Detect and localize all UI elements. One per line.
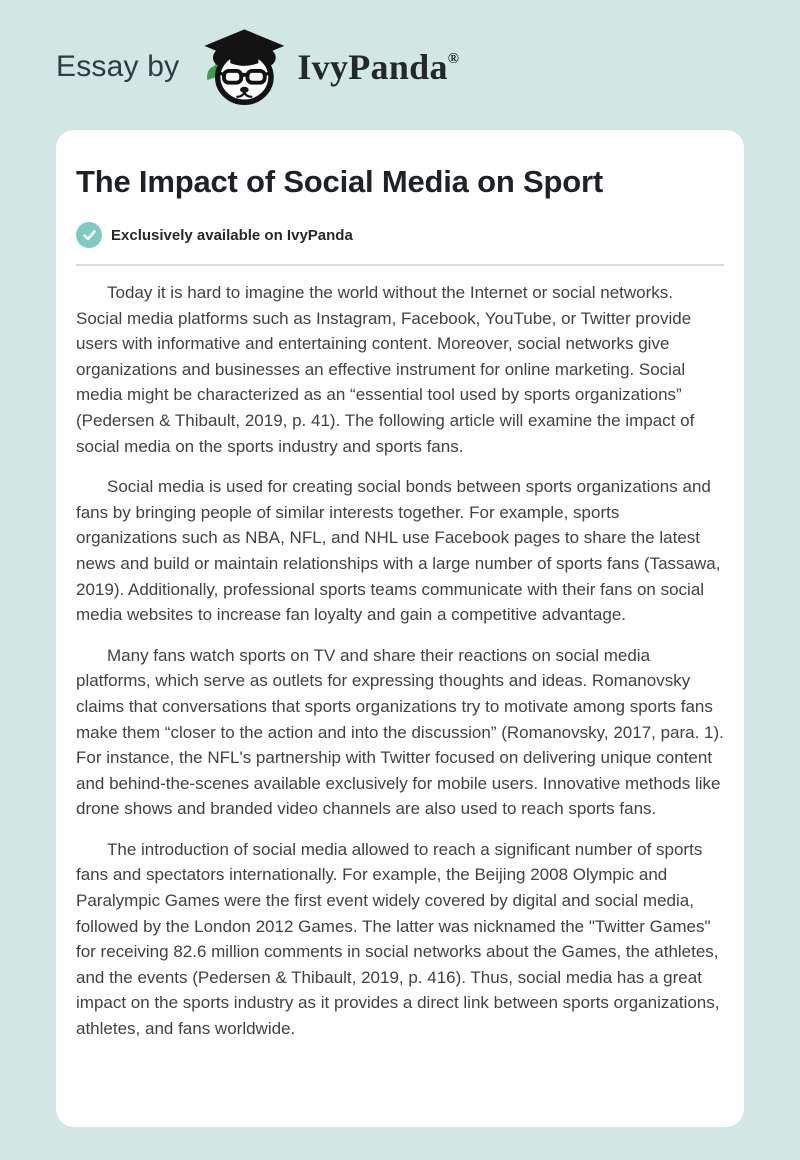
- divider: [76, 264, 724, 266]
- essay-body: [76, 280, 724, 1042]
- panda-graduate-icon: [195, 27, 289, 107]
- brand-name: IvyPanda®: [297, 47, 460, 87]
- site-header: [0, 0, 800, 130]
- essay-paragraph: Social media is used for creating social bonds between sports organizations and fans by bringing people of similar interests together. For example, sports organizations such as NBA, NFL, and NHL use Facebook pages to share the latest news and build or maintain relationships with a large number of sports fans (Tassawa, 2019). Additionally, professional sports teams communicate with their fans on social media websites to increase fan loyalty and gain a competitive advantage.: [76, 477, 721, 625]
- registered-mark: ®: [447, 51, 460, 67]
- page-title: The Impact of Social Media on Sport: [76, 164, 603, 199]
- essay-by-label: Essay by: [56, 50, 180, 83]
- check-icon: [76, 222, 102, 248]
- availability-badge: [76, 222, 724, 248]
- availability-label: Exclusively available on IvyPanda: [111, 226, 353, 244]
- essay-paragraph: Many fans watch sports on TV and share their reactions on social media platforms, which serve as outlets for expressing thoughts and ideas. Romanovsky claims that conversations that sports organizations try to motivate among sports fans make them “closer to the action and into the discussion” (Romanovsky, 2017, para. 1). For instance, the NFL's partnership with Twitter focused on delivering unique content and behind-the-scenes available exclusively for mobile users. Innovative methods like drone shows and branded video channels are also used to reach sports fans.: [76, 645, 724, 819]
- essay-paragraph: Today it is hard to imagine the world without the Internet or social networks. Social media platforms such as Instagram, Facebook, YouTube, or Twitter provide users with informative and entertaining content. Moreover, social networks give organizations and businesses an effective instrument for online marketing. Social media might be characterized as an “essential tool used by sports organizations” (Pedersen & Thibault, 2019, p. 41). The following article will examine the impact of social media on the sports industry and sports fans.: [76, 283, 695, 456]
- essay-paragraph: The introduction of social media allowed to reach a significant number of sports fans and spectators internationally. For example, the Beijing 2008 Olympic and Paralympic Games were the first event widely covered by digital and social media, followed by the London 2012 Games. The latter was nicknamed the "Twitter Games" for receiving 82.6 million comments in social networks about the Games, the athletes, and the events (Pedersen & Thibault, 2019, p. 416). Thus, social media has a great impact on the sports industry as it provides a direct link between sports organizations, athletes, and fans worldwide.: [76, 839, 720, 1039]
- essay-card: [56, 130, 744, 1127]
- ivypanda-logo: [195, 27, 459, 107]
